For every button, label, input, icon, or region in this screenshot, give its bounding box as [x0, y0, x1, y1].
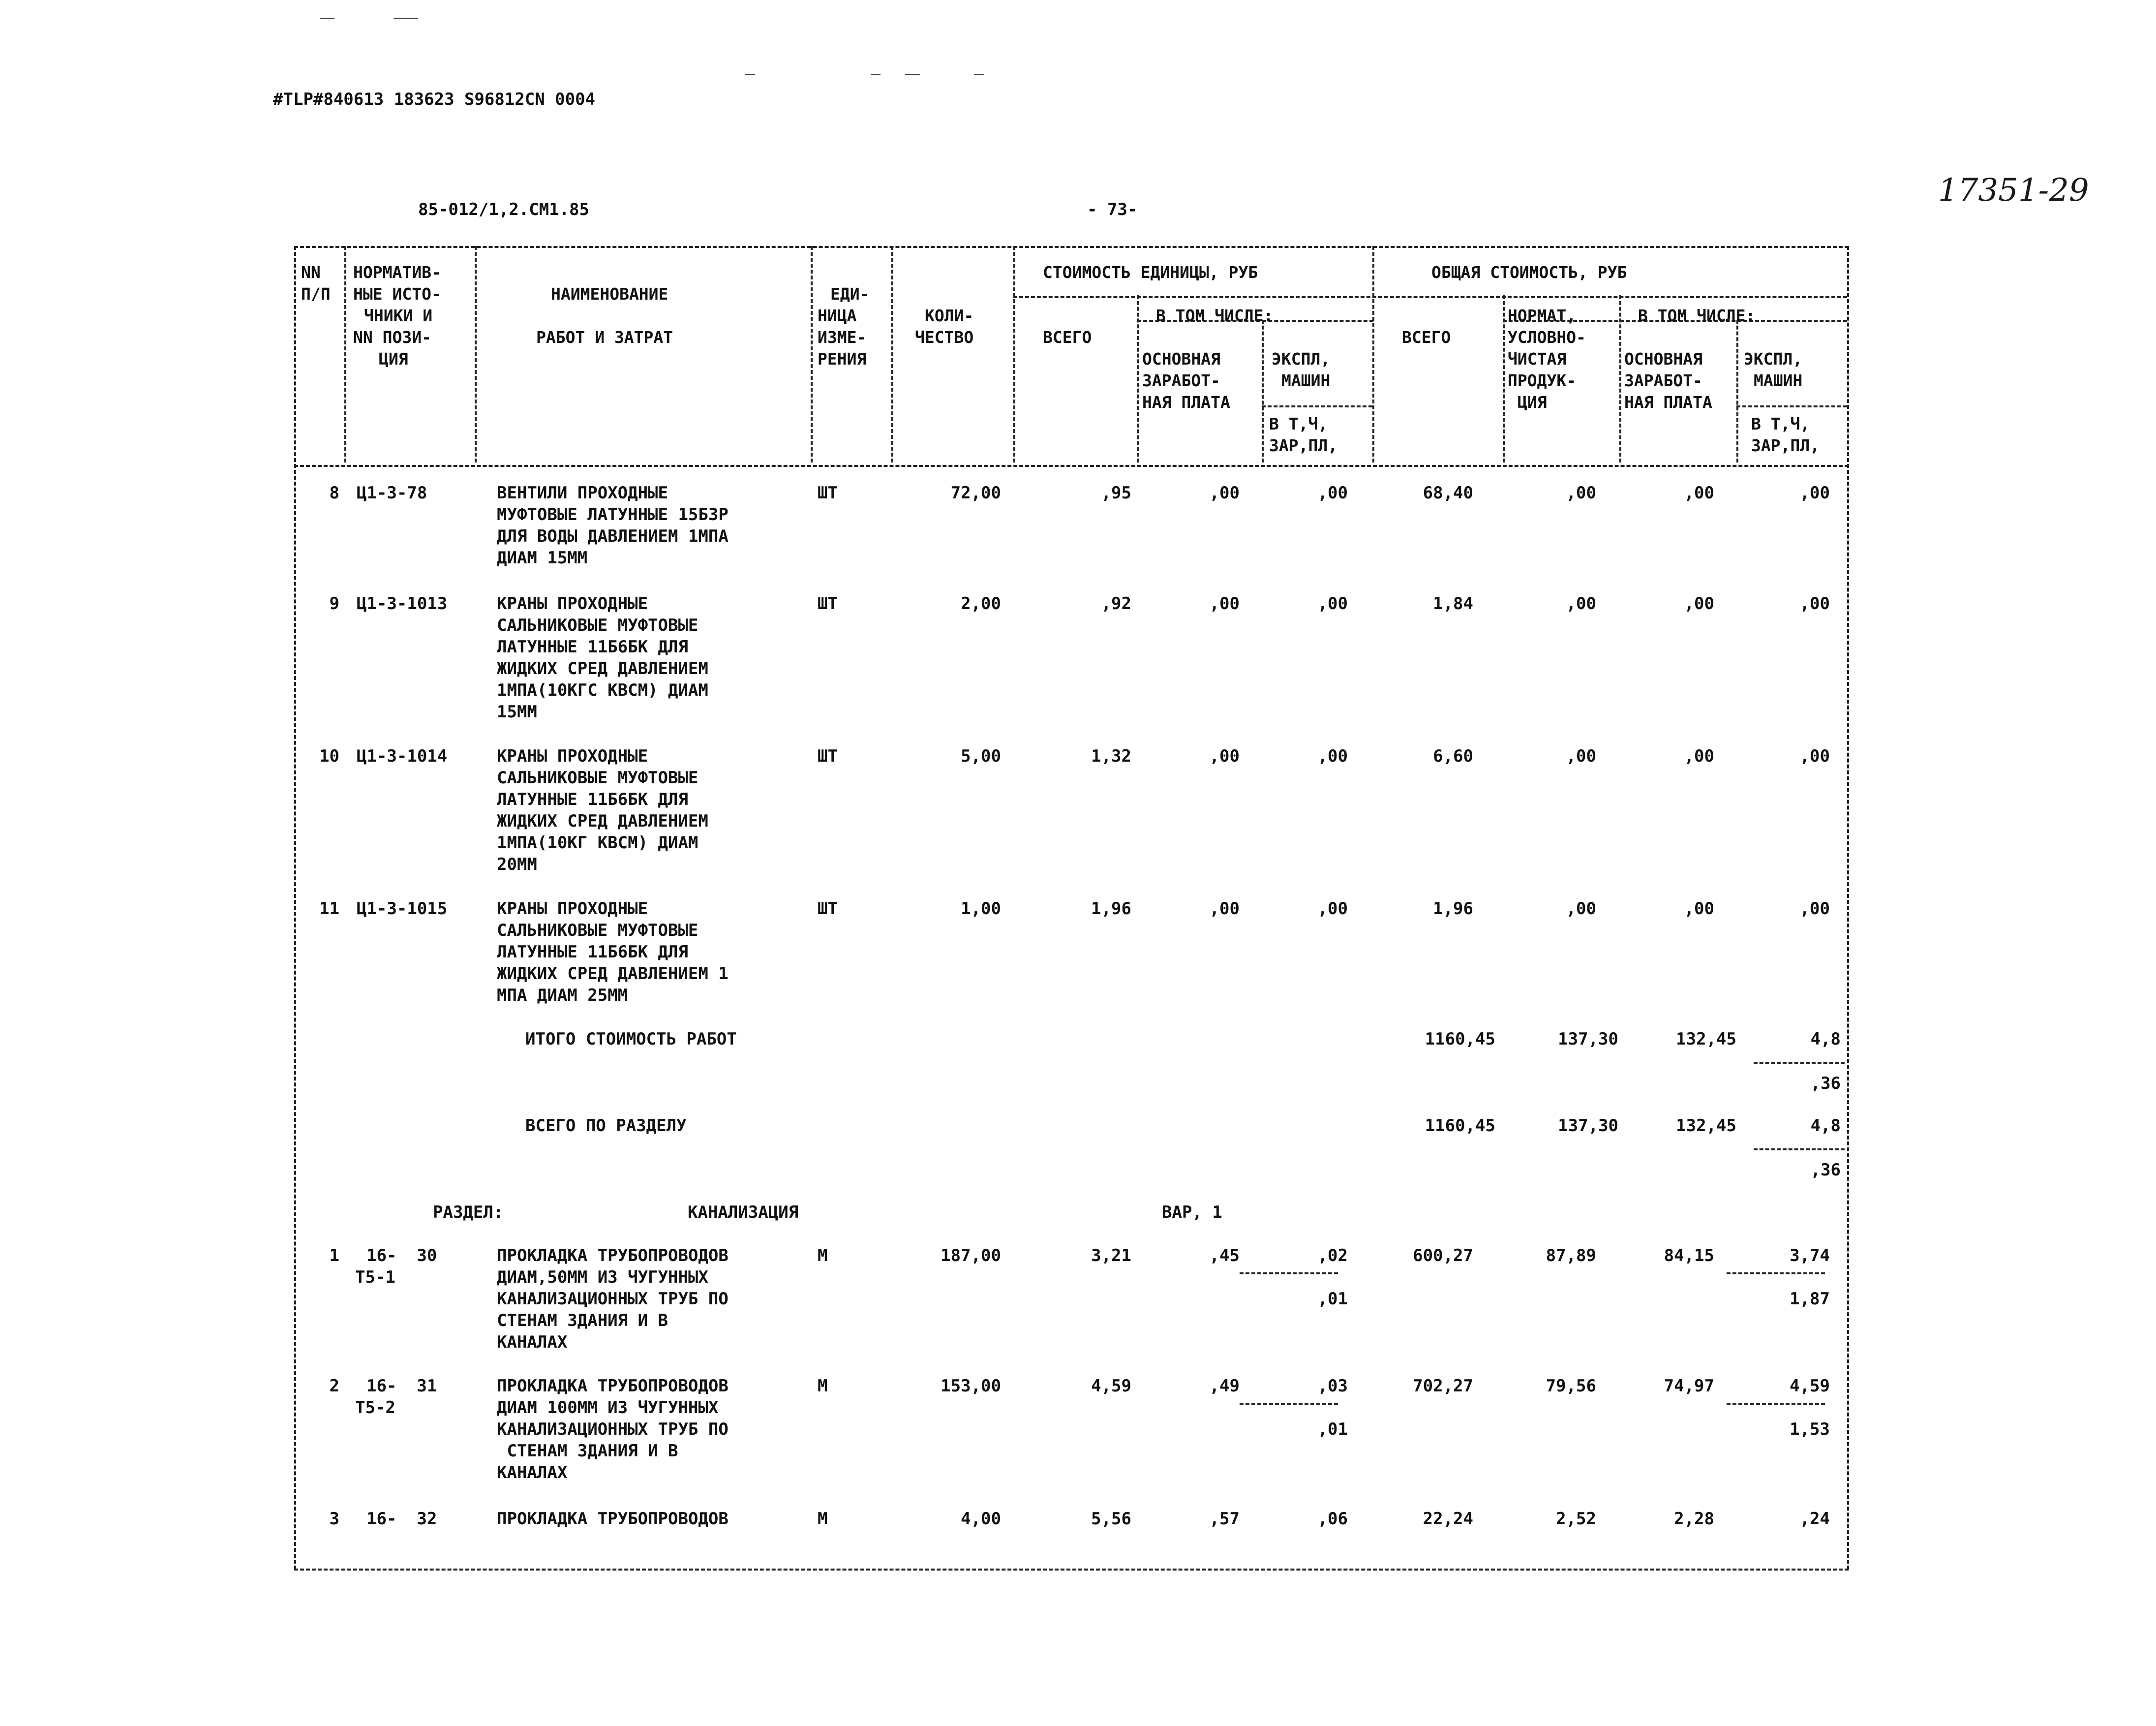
row-unit: ШТ [818, 746, 838, 766]
row-name-line: КАНАЛИЗАЦИОННЫХ ТРУБ ПО [497, 1419, 729, 1439]
row-name-line: СТЕНАМ ЗДАНИЯ И В [497, 1311, 668, 1330]
totals-normat: 137,30 [1558, 1029, 1618, 1049]
col-name-line2: РАБОТ И ЗАТРАТ [536, 328, 673, 347]
totals-machines-rule [1754, 1062, 1845, 1064]
row-norm-code: 16- 32 [366, 1509, 437, 1529]
scan-speck [320, 18, 334, 19]
row-normat: ,00 [1566, 483, 1596, 503]
col-sep [475, 246, 477, 462]
row-quantity: 4,00 [961, 1509, 1001, 1529]
row-unit-total: 5,56 [1091, 1509, 1131, 1529]
col-basic-pay-2: ЗАРАБОТ- [1142, 371, 1220, 390]
row-name-line: ЖИДКИХ СРЕД ДАВЛЕНИЕМ [497, 811, 708, 831]
col-incl-pay-1: В Т,Ч, [1269, 414, 1328, 433]
row-name-line: ЖИДКИХ СРЕД ДАВЛЕНИЕМ [497, 659, 708, 678]
table-right-border [1847, 246, 1849, 1570]
row-unit-machines-pay: ,01 [1317, 1419, 1348, 1439]
row-name-line: МПА ДИАМ 25ММ [497, 986, 628, 1005]
row-basic-pay: ,00 [1684, 746, 1714, 766]
row-machines: ,00 [1799, 899, 1830, 919]
header-subrule [1013, 296, 1847, 298]
totals-basic: 132,45 [1676, 1029, 1736, 1049]
row-name-line: 1МПА(10КГ КВСМ) ДИАМ [497, 833, 698, 853]
col-normat-5: ЦИЯ [1518, 393, 1547, 412]
row-total: 1,84 [1433, 594, 1473, 614]
col-sep [344, 246, 346, 462]
row-total: 6,60 [1433, 746, 1473, 766]
col-sep [811, 246, 813, 462]
section-total-total: 1160,45 [1425, 1116, 1495, 1136]
row-quantity: 153,00 [941, 1376, 1001, 1396]
row-basic-pay: ,00 [1684, 483, 1714, 503]
row-name-line: САЛЬНИКОВЫЕ МУФТОВЫЕ [497, 616, 698, 635]
row-total: 1,96 [1433, 899, 1473, 919]
row-machines: ,00 [1799, 746, 1830, 766]
row-normat: 87,89 [1546, 1246, 1596, 1265]
row-unit-machines-rule [1240, 1272, 1338, 1274]
row-name-line: КАНАЛИЗАЦИОННЫХ ТРУБ ПО [497, 1289, 729, 1309]
row-machines-pay: 1,53 [1790, 1419, 1830, 1439]
scan-speck [974, 74, 984, 75]
row-basic-pay: ,00 [1684, 899, 1714, 919]
row-total: 68,40 [1423, 483, 1473, 503]
row-normat: 2,52 [1556, 1509, 1596, 1529]
row-name-line: 15ММ [497, 702, 537, 722]
col-in-that-2: В ТОМ ЧИСЛЕ: [1638, 306, 1756, 325]
col-normat-3: ЧИСТАЯ [1508, 349, 1567, 369]
row-name-line: КАНАЛАХ [497, 1463, 568, 1482]
row-name-line: ЖИДКИХ СРЕД ДАВЛЕНИЕМ 1 [497, 964, 729, 984]
col-unit-total: ВСЕГО [1043, 328, 1092, 347]
row-number: 9 [329, 594, 339, 614]
row-name-line: ПРОКЛАДКА ТРУБОПРОВОДОВ [497, 1246, 729, 1265]
row-number: 11 [319, 899, 339, 919]
col-norm-line3: ЧНИКИ И [364, 306, 433, 325]
col-in-that: В ТОМ ЧИСЛЕ: [1156, 306, 1274, 325]
row-machines-pay: 1,87 [1790, 1289, 1830, 1309]
row-machines: ,00 [1799, 594, 1830, 614]
row-unit-total: 3,21 [1091, 1246, 1131, 1265]
row-quantity: 72,00 [950, 483, 1001, 503]
row-unit-basic-pay: ,00 [1209, 483, 1240, 503]
section-total-machines-pay: ,36 [1810, 1160, 1841, 1180]
row-name-line: КРАНЫ ПРОХОДНЫЕ [497, 899, 648, 919]
section-variant: ВАР, 1 [1162, 1202, 1222, 1222]
totals-machines: 4,8 [1810, 1029, 1841, 1049]
row-machines-rule [1727, 1272, 1825, 1274]
header-subrule [1262, 405, 1372, 407]
row-unit-machines-pay: ,01 [1317, 1289, 1348, 1309]
row-name-line: ЛАТУННЫЕ 11Б6БК ДЛЯ [497, 637, 688, 657]
row-unit-machines: ,00 [1317, 746, 1348, 766]
row-unit-total: ,92 [1101, 594, 1131, 614]
col-norm-line2: НЫЕ ИСТО- [353, 284, 441, 304]
col-qty-line2: ЧЕСТВО [915, 328, 974, 347]
row-norm-code: Ц1-3-1015 [357, 899, 448, 919]
col-unit-cost-group: СТОИМОСТЬ ЕДИНИЦЫ, РУБ [1043, 263, 1258, 282]
row-unit: М [818, 1246, 828, 1265]
row-number: 2 [329, 1376, 339, 1396]
col-norm-line4: NN ПОЗИ- [353, 328, 431, 347]
col-basic-pay2-2: ЗАРАБОТ- [1624, 371, 1702, 390]
row-name-line: 1МПА(10КГС КВСМ) ДИАМ [497, 680, 708, 700]
col-norm-line1: НОРМАТИВ- [353, 263, 441, 282]
col-sep [891, 246, 893, 462]
col-sep [1013, 246, 1015, 462]
col-machines-2: МАШИН [1281, 371, 1331, 390]
document-reference: 85-012/1,2.СМ1.85 [418, 200, 589, 219]
row-unit-total: 4,59 [1091, 1376, 1131, 1396]
row-unit-machines: ,02 [1317, 1246, 1348, 1265]
print-job-code: #TLP#840613 183623 S96812CN 0004 [273, 90, 596, 109]
row-name-line: ПРОКЛАДКА ТРУБОПРОВОДОВ [497, 1509, 729, 1529]
row-unit-machines: ,00 [1317, 899, 1348, 919]
row-name-line: КАНАЛАХ [497, 1332, 568, 1352]
col-basic-pay2-1: ОСНОВНАЯ [1624, 349, 1702, 369]
row-quantity: 187,00 [941, 1246, 1001, 1265]
row-machines: 4,59 [1790, 1376, 1830, 1396]
row-number: 3 [329, 1509, 339, 1529]
row-machines: ,24 [1799, 1509, 1830, 1529]
row-name-line: ЛАТУННЫЕ 11Б6БК ДЛЯ [497, 790, 688, 809]
row-quantity: 5,00 [961, 746, 1001, 766]
scan-speck [905, 74, 920, 75]
row-basic-pay: 74,97 [1664, 1376, 1714, 1396]
row-normat: ,00 [1566, 899, 1596, 919]
col-basic-pay-3: НАЯ ПЛАТА [1142, 393, 1230, 412]
handwritten-number: 17351-29 [1938, 172, 2089, 209]
header-bottom-rule [294, 465, 1849, 467]
row-unit: ШТ [818, 899, 838, 919]
row-unit-basic-pay: ,00 [1209, 594, 1240, 614]
row-name-line: ПРОКЛАДКА ТРУБОПРОВОДОВ [497, 1376, 729, 1396]
row-norm-code: Ц1-3-1013 [357, 594, 448, 614]
row-norm-code-2: Т5-1 [355, 1267, 395, 1287]
section-total-normat: 137,30 [1558, 1116, 1618, 1136]
col-sep [1372, 246, 1374, 462]
row-total: 600,27 [1413, 1246, 1473, 1265]
col-qty-line1: КОЛИ- [925, 306, 974, 325]
page-number: - 73- [1087, 200, 1138, 219]
section-total-machines-rule [1754, 1148, 1845, 1150]
row-unit-basic-pay: ,49 [1209, 1376, 1240, 1396]
col-basic-pay-1: ОСНОВНАЯ [1142, 349, 1220, 369]
row-unit: М [818, 1509, 828, 1529]
scan-speck [871, 74, 881, 75]
row-unit-total: 1,96 [1091, 899, 1131, 919]
col-unit-line4: РЕНИЯ [818, 349, 867, 369]
col-normat-1: НОРМАТ, [1508, 306, 1577, 325]
row-unit: ШТ [818, 483, 838, 503]
scan-speck [394, 18, 418, 19]
totals-total: 1160,45 [1425, 1029, 1495, 1049]
row-total: 702,27 [1413, 1376, 1473, 1396]
row-norm-code: 16- 30 [366, 1246, 437, 1265]
row-name-line: СТЕНАМ ЗДАНИЯ И В [497, 1441, 678, 1461]
row-norm-code: Ц1-3-78 [357, 483, 427, 503]
row-unit-basic-pay: ,00 [1209, 746, 1240, 766]
col-normat-4: ПРОДУК- [1508, 371, 1577, 390]
row-number: 1 [329, 1246, 339, 1265]
row-basic-pay: 84,15 [1664, 1246, 1714, 1265]
row-name-line: САЛЬНИКОВЫЕ МУФТОВЫЕ [497, 768, 698, 788]
row-unit-machines: ,03 [1317, 1376, 1348, 1396]
col-basic-pay2-3: НАЯ ПЛАТА [1624, 393, 1712, 412]
row-basic-pay: ,00 [1684, 594, 1714, 614]
section-total-machines: 4,8 [1810, 1116, 1841, 1136]
row-name-line: 20ММ [497, 855, 537, 874]
row-unit-basic-pay: ,00 [1209, 899, 1240, 919]
row-name-line: ДЛЯ ВОДЫ ДАВЛЕНИЕМ 1МПА [497, 526, 729, 546]
col-normat-2: УСЛОВНО- [1508, 328, 1586, 347]
col-machines-1: ЭКСПЛ, [1272, 349, 1331, 369]
col-total-total: ВСЕГО [1402, 328, 1451, 347]
row-name-line: КРАНЫ ПРОХОДНЫЕ [497, 594, 648, 614]
section-total-label: ВСЕГО ПО РАЗДЕЛУ [525, 1116, 687, 1136]
row-unit-machines: ,06 [1317, 1509, 1348, 1529]
row-unit-basic-pay: ,57 [1209, 1509, 1240, 1529]
totals-label: ИТОГО СТОИМОСТЬ РАБОТ [525, 1029, 737, 1049]
col-name-line1: НАИМЕНОВАНИЕ [551, 284, 668, 304]
totals-machines-pay: ,36 [1810, 1074, 1841, 1093]
col-incl-pay2-2: ЗАР,ПЛ, [1751, 436, 1820, 455]
row-name-line: САЛЬНИКОВЫЕ МУФТОВЫЕ [497, 921, 698, 940]
col-unit-line3: ИЗМЕ- [818, 328, 867, 347]
col-nn-line2: П/П [301, 284, 331, 304]
section-label: РАЗДЕЛ: [433, 1202, 504, 1222]
row-unit: М [818, 1376, 828, 1396]
row-normat: ,00 [1566, 746, 1596, 766]
row-normat: 79,56 [1546, 1376, 1596, 1396]
row-unit: ШТ [818, 594, 838, 614]
col-total-cost-group: ОБЩАЯ СТОИМОСТЬ, РУБ [1431, 263, 1627, 282]
row-normat: ,00 [1566, 594, 1596, 614]
row-unit-total: ,95 [1101, 483, 1131, 503]
row-name-line: ДИАМ 15ММ [497, 548, 588, 568]
row-norm-code: 16- 31 [366, 1376, 437, 1396]
row-number: 10 [319, 746, 339, 766]
col-sep [1736, 320, 1738, 462]
col-machines2-2: МАШИН [1754, 371, 1803, 390]
row-quantity: 2,00 [961, 594, 1001, 614]
row-unit-basic-pay: ,45 [1209, 1246, 1240, 1265]
col-incl-pay-2: ЗАР,ПЛ, [1269, 436, 1338, 455]
row-name-line: ДИАМ 100ММ ИЗ ЧУГУННЫХ [497, 1398, 719, 1418]
col-machines2-1: ЭКСПЛ, [1744, 349, 1803, 369]
table-top-rule [294, 246, 1849, 248]
header-subrule [1736, 405, 1847, 407]
row-quantity: 1,00 [961, 899, 1001, 919]
row-unit-machines: ,00 [1317, 594, 1348, 614]
row-name-line: ДИАМ,50ММ ИЗ ЧУГУННЫХ [497, 1267, 708, 1287]
col-sep [1262, 320, 1264, 462]
row-unit-machines: ,00 [1317, 483, 1348, 503]
col-incl-pay2-1: В Т,Ч, [1751, 414, 1810, 433]
row-norm-code: Ц1-3-1014 [357, 746, 448, 766]
col-norm-line5: ЦИЯ [379, 349, 408, 369]
row-basic-pay: 2,28 [1674, 1509, 1714, 1529]
row-name-line: ВЕНТИЛИ ПРОХОДНЫЕ [497, 483, 668, 503]
table-bottom-rule [294, 1569, 1849, 1571]
col-nn-line1: NN [301, 263, 321, 282]
section-total-basic: 132,45 [1676, 1116, 1736, 1136]
row-name-line: КРАНЫ ПРОХОДНЫЕ [497, 746, 648, 766]
row-total: 22,24 [1423, 1509, 1473, 1529]
scan-speck [745, 74, 755, 75]
section-name: КАНАЛИЗАЦИЯ [688, 1202, 799, 1222]
row-name-line: МУФТОВЫЕ ЛАТУННЫЕ 15Б3Р [497, 505, 729, 524]
row-machines: ,00 [1799, 483, 1830, 503]
row-unit-total: 1,32 [1091, 746, 1131, 766]
row-norm-code-2: Т5-2 [355, 1398, 395, 1418]
row-name-line: ЛАТУННЫЕ 11Б6БК ДЛЯ [497, 942, 688, 962]
row-machines-rule [1727, 1403, 1825, 1405]
row-machines: 3,74 [1790, 1246, 1830, 1265]
col-unit-line2: НИЦА [818, 306, 857, 325]
row-unit-machines-rule [1240, 1403, 1338, 1405]
row-number: 8 [329, 483, 339, 503]
col-unit-line1: ЕДИ- [830, 284, 870, 304]
